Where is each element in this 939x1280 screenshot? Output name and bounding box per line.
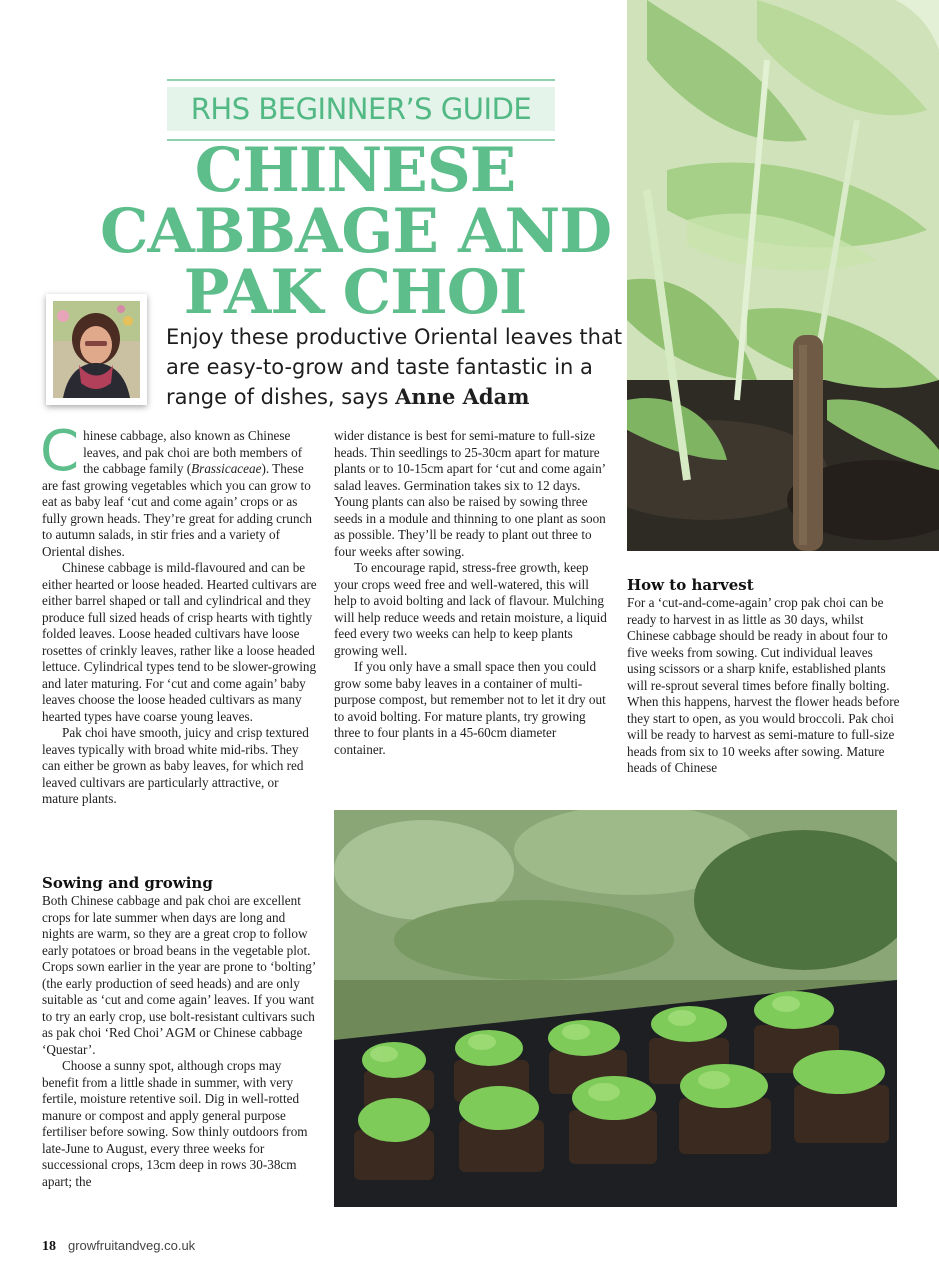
website: growfruitandveg.co.uk (68, 1238, 196, 1253)
intro-paragraph: Pak choi have smooth, juicy and crisp textured leaves typically with broad white mid-ribs. They can either be grown as baby leaves, for which red leaved cultivars are particularly attractive, or mature plants. (42, 725, 309, 806)
author-name: Anne Adam (395, 384, 530, 409)
standfirst (166, 322, 626, 412)
sowing-paragraph: Choose a sunny spot, although crops may benefit from a little shade in summer, with very fertile, moisture retentive soil. Dig in well-rotted manure or compost and apply general purpose fertiliser before sowing. Sow thinly outdoors from late-June to August, every three weeks for successional crops, 13cm deep in rows 30-38cm apart; the (42, 1058, 308, 1189)
title-line: CHINESE (194, 135, 516, 206)
harvest-heading: How to harvest (627, 576, 754, 594)
latin-name: Brassicaceae (191, 461, 262, 476)
intro-paragraph: Chinese cabbage is mild-flavoured and can be either hearted or loose headed. Hearted cultivars are either barrel shaped or tall and cylindrical and they produce full sized heads of crisp hearts with tightly folded leaves. Loose headed cultivars have loose rosettes of crinkly leaves, rather like a loose headed lettuce. Cylindrical types tend to be slower-growing and later maturing. For ‘cut and come again’ baby leaves choose the loose headed cultivars as many hearted types have coarse young leaves. (42, 560, 317, 724)
column-two-text (334, 428, 610, 758)
title-line: CABBAGE AND (100, 196, 612, 267)
intro-text (40, 419, 317, 808)
author-photo (46, 294, 147, 405)
pak-choi-photo (627, 0, 939, 551)
page-number: 18 (42, 1239, 56, 1254)
harvest-paragraph: For a ‘cut-and-come-again’ crop pak choi can be ready to harvest in as little as 30 days, whilst Chinese cabbage should be ready in about four to five weeks from sowing. Cut individual leaves using scissors or a sharp knife, established plants will re-sprout several times before finally bolting. When this happens, harvest the flower heads before they start to open, as you would broccoli. Pak choi will be ready to harvest as semi-mature to full-size heads from six to 10 weeks after sowing. Mature heads of Chinese (627, 595, 900, 775)
kicker-text: RHS BEGINNER’S GUIDE (167, 87, 555, 131)
seedlings-photo (334, 810, 897, 1207)
sowing-paragraph: Both Chinese cabbage and pak choi are excellent crops for late summer when days are long and nights are warm, so they are a great crop to follow early potatoes or broad beans in the vegetable plot. Crops sown earlier in the year are prone to ‘bolting’ (the early production of seed heads) and are only suitable as ‘cut and come again’ leaves. If you want to try an early crop, use bolt-resistant cultivars such as pak choi ‘Red Choi’ AGM or Chinese cabbage ‘Questar’. (42, 893, 316, 1057)
drop-cap: C (40, 419, 80, 484)
title-line: PAK CHOI (183, 257, 527, 328)
body-paragraph: If you only have a small space then you could grow some baby leaves in a container of multi-purpose compost, but remember not to let it dry out to avoid bolting. For mature plants, try growing three to four plants in a 45-60cm diameter container. (334, 659, 606, 757)
page-footer (42, 1238, 195, 1255)
article-title (100, 135, 612, 328)
harvest-section (627, 576, 902, 777)
body-paragraph: To encourage rapid, stress-free growth, keep your crops weed free and well-watered, this will help to avoid bolting and lack of flavour. Mulching will help reduce weeds and retain moisture, a liquid feed every two weeks can help to keep plants growing well. (334, 560, 607, 658)
intro-paragraph: Chinese cabbage, also known as Chinese leaves, and pak choi are both members of the cabbage family (Brassicaceae). These are fast growing vegetables which you can grow to eat as baby leaf ‘cut and come again’ crops or as fully grown heads. They’re great for adding crunch to autumn salads, in stir fries and a variety of Oriental dishes. (40, 419, 313, 559)
standfirst-text: Enjoy these productive Oriental leaves that are easy-to-grow and taste fantastic in a range of dishes, says (166, 325, 623, 409)
section-kicker (167, 79, 555, 141)
sowing-section (42, 874, 317, 1190)
body-paragraph: wider distance is best for semi-mature to full-size heads. Thin seedlings to 25-30cm apart for mature plants or to 10-15cm apart for ‘cut and come again’ salad leaves. Germination takes six to 12 days. Young plants can also be raised by sowing three seeds in a module and thinning to one plant as soon as possible. They’ll be ready to plant out three to four weeks after sowing. (334, 428, 606, 559)
sowing-heading: Sowing and growing (42, 874, 213, 892)
